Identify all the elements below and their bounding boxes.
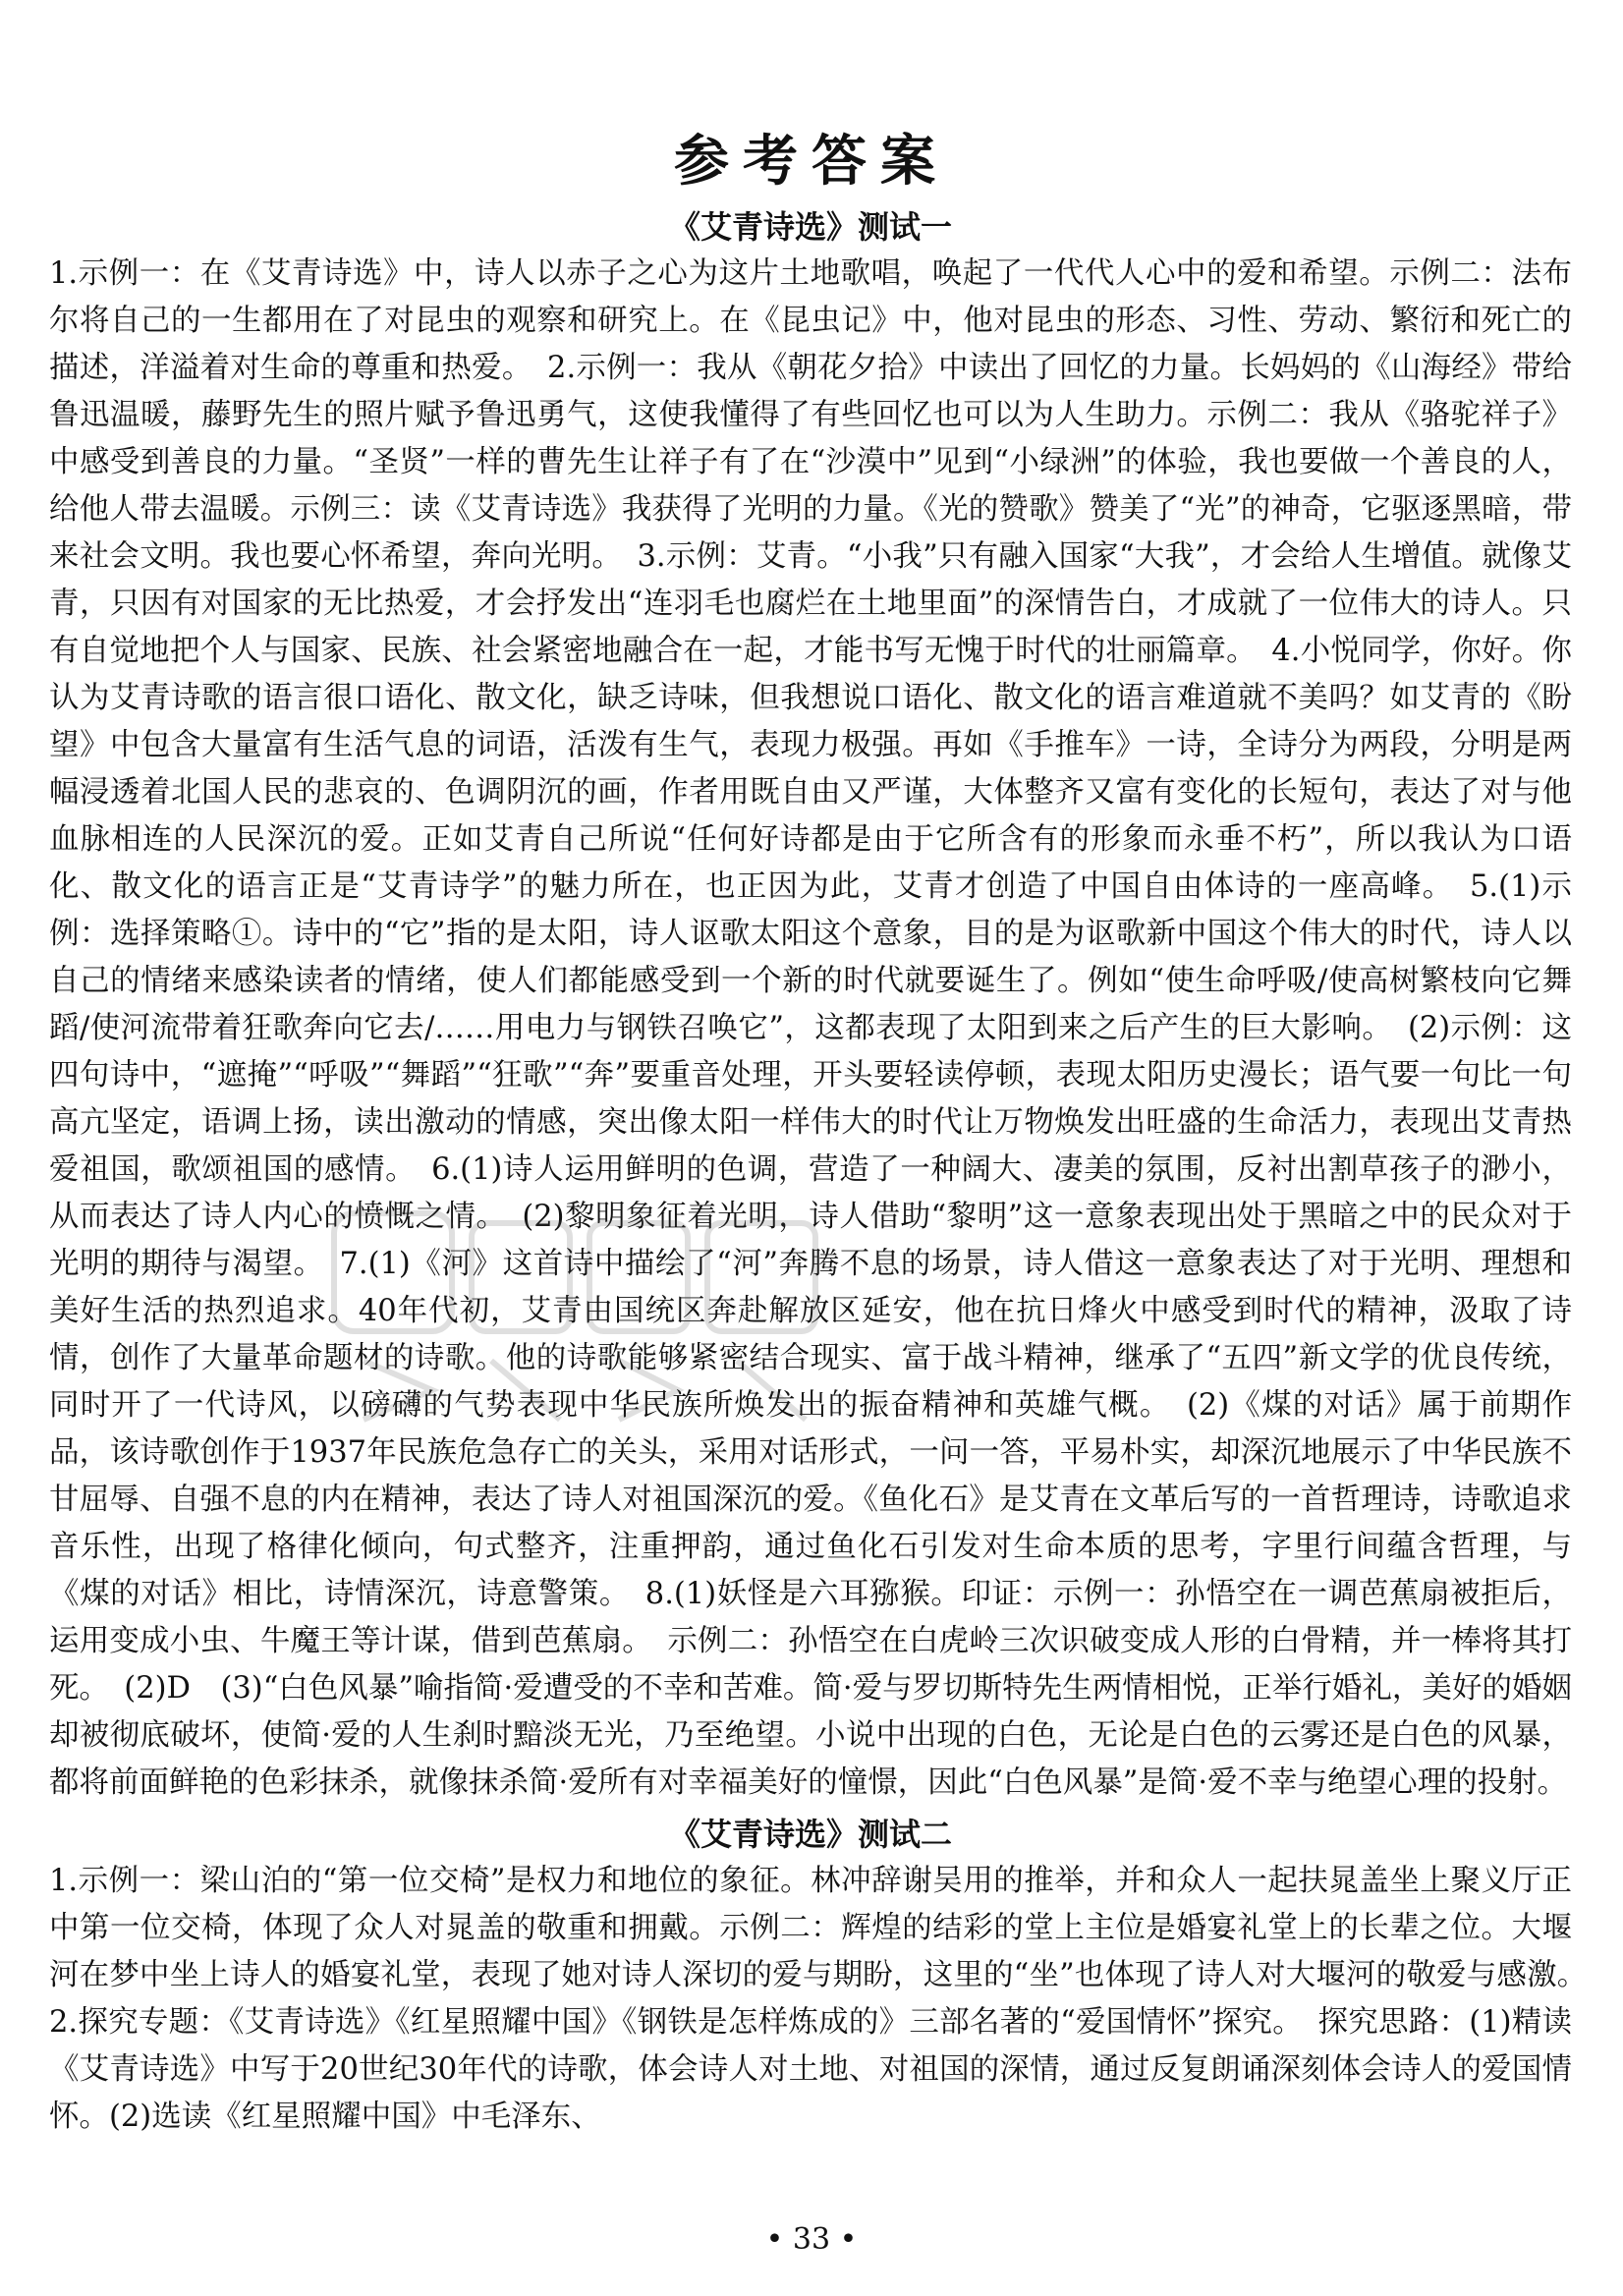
section-body-test-1: 1.示例一：在《艾青诗选》中，诗人以赤子之心为这片土地歌唱，唤起了一代代人心中的爱和希望。示例二：法布尔将自己的一生都用在了对昆虫的观察和研究上。在《昆虫记》中，他对昆虫的形态、习性、劳动、繁衍和死亡的描述，洋溢着对生命的尊重和热爱。 2.示例一：我从《朝花夕拾》中读出了回忆的力量。长妈妈的《山海经》带给鲁迅温暖，藤野先生的照片赋予鲁迅勇气，这使我懂得了有些回忆也可以为人生助力。示例二：我从《骆驼祥子》中感受到善良的力量。“圣贤”一样的曹先生让祥子有了在“沙漠中”见到“小绿洲”的体验，我也要做一个善良的人，给他人带去温暖。示例三：读《艾青诗选》我获得了光明的力量。《光的赞歌》赞美了“光”的神奇，它驱逐黑暗，带来社会文明。我也要心怀希望，奔向光明。 3.示例：艾青。“小我”只有融入国家“大我”，才会给人生增值。就像艾青，只因有对国家的无比热爱，才会抒发出“连羽毛也腐烂在土地里面”的深情告白，才成就了一位伟大的诗人。只有自觉地把个人与国家、民族、社会紧密地融合在一起，才能书写无愧于时代的壮丽篇章。 4.小悦同学，你好。你认为艾青诗歌的语言很口语化、散文化，缺乏诗味，但我想说口语化、散文化的语言难道就不美吗？如艾青的《盼望》中包含大量富有生活气息的词语，活泼有生气，表现力极强。再如《手推车》一诗，全诗分为两段，分明是两幅浸透着北国人民的悲哀的、色调阴沉的画，作者用既自由又严谨，大体整齐又富有变化的长短句，表达了对与他血脉相连的人民深沉的爱。正如艾青自己所说“任何好诗都是由于它所含有的形象而永垂不朽”，所以我认为口语化、散文化的语言正是“艾青诗学”的魅力所在，也正因为此，艾青才创造了中国自由体诗的一座高峰。 5.(1)示例：选择策略①。诗中的“它”指的是太阳，诗人讴歌太阳这个意象，目的是为讴歌新中国这个伟大的时代，诗人以自己的情绪来感染读者的情绪，使人们都能感受到一个新的时代就要诞生了。例如“使生命呼吸/使高树繁枝向它舞蹈/使河流带着狂歌奔向它去/……用电力与钢铁召唤它”，这都表现了太阳到来之后产生的巨大影响。 (2)示例：这四句诗中，“遮掩”“呼吸”“舞蹈”“狂歌”“奔”要重音处理，开头要轻读停顿，表现太阳历史漫长；语气要一句比一句高亢坚定，语调上扬，读出激动的情感，突出像太阳一样伟大的时代让万物焕发出旺盛的生命活力，表现出艾青热爱祖国，歌颂祖国的感情。 6.(1)诗人运用鲜明的色调，营造了一种阔大、凄美的氛围，反衬出割草孩子的渺小，从而表达了诗人内心的愤慨之情。 (2)黎明象征着光明，诗人借助“黎明”这一意象表现出处于黑暗之中的民众对于光明的期待与渴望。 7.(1)《河》这首诗中描绘了“河”奔腾不息的场景，诗人借这一意象表达了对于光明、理想和美好生活的热烈追求。40年代初，艾青由国统区奔赴解放区延安，他在抗日烽火中感受到时代的精神，汲取了诗情，创作了大量革命题材的诗歌。他的诗歌能够紧密结合现实、富于战斗精神，继承了“五四”新文学的优良传统，同时开了一代诗风，以磅礴的气势表现中华民族所焕发出的振奋精神和英雄气概。 (2)《煤的对话》属于前期作品，该诗歌创作于1937年民族危急存亡的关头，采用对话形式，一问一答，平易朴实，却深沉地展示了中华民族不甘屈辱、自强不息的内在精神，表达了诗人对祖国深沉的爱。《鱼化石》是艾青在文革后写的一首哲理诗，诗歌追求音乐性，出现了格律化倾向，句式整齐，注重押韵，通过鱼化石引发对生命本质的思考，字里行间蕴含哲理，与《煤的对话》相比，诗情深沉，诗意警策。 8.(1)妖怪是六耳猕猴。印证：示例一：孙悟空在一调芭蕉扇被拒后，运用变成小虫、牛魔王等计谋，借到芭蕉扇。 示例二：孙悟空在白虎岭三次识破变成人形的白骨精，并一棒将其打死。 (2)D (3)“白色风暴”喻指简·爱遭受的不幸和苦难。简·爱与罗切斯特先生两情相悦，正举行婚礼，美好的婚姻却被彻底破坏，使简·爱的人生刹时黯淡无光，乃至绝望。小说中出现的白色，无论是白色的云雾还是白色的风暴，都将前面鲜艳的色彩抹杀，就像抹杀简·爱所有对幸福美好的憧憬，因此“白色风暴”是简·爱不幸与绝望心理的投射。 — [49, 256, 1572, 1800]
answer-content — [49, 201, 1602, 2141]
page-title: 参考答案 — [674, 129, 949, 194]
section-body-test-2: 1.示例一：梁山泊的“第一位交椅”是权力和地位的象征。林冲辞谢吴用的推举，并和众人一起扶晁盖坐上聚义厅正中第一位交椅，体现了众人对晁盖的敬重和拥戴。示例二：辉煌的结彩的堂上主位是婚宴礼堂上的长辈之位。大堰河在梦中坐上诗人的婚宴礼堂，表现了她对诗人深切的爱与期盼，这里的“坐”也体现了诗人对大堰河的敬爱与感激。 2.探究专题：《艾青诗选》《红星照耀中国》《钢铁是怎样炼成的》三部名著的“爱国情怀”探究。 探究思路：(1)精读《艾青诗选》中写于20世纪30年代的诗歌，体会诗人对土地、对祖国的深情，通过反复朗诵深刻体会诗人的爱国情怀。(2)选读《红星照耀中国》中毛泽东、 — [49, 1864, 1602, 2134]
page-number: • 33 • — [765, 2222, 858, 2257]
section-heading-test-1: 《艾青诗选》测试一 — [668, 208, 952, 246]
section-heading-test-2: 《艾青诗选》测试二 — [668, 1816, 952, 1853]
